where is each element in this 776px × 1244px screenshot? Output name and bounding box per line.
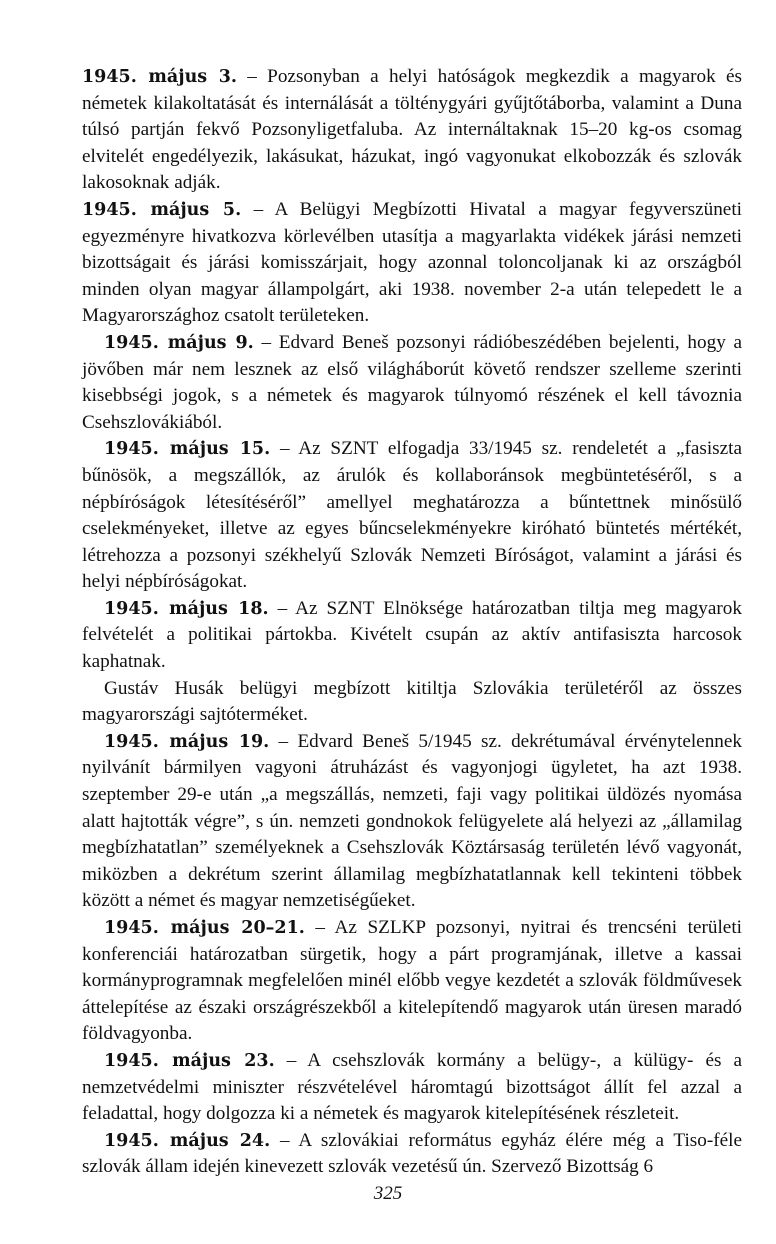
- entry-date: 1945. május 24.: [104, 1130, 271, 1151]
- entry-1945-05-05: [82, 197, 742, 330]
- entry-text: – A csehszlovák kormány a belügy-, a külügy- és a nemzetvédelmi miniszter részvételével háromtagú bizottságot állít fel azzal a feladattal, hogy dolgozza ki a németek és magyarok kitelepítésének részleteit.: [82, 1049, 742, 1125]
- entry-date: 1945. május 18.: [104, 598, 269, 619]
- entry-date: 1945. május 23.: [104, 1050, 275, 1071]
- entry-text: – A szlovákiai református egyház élére még a Tiso-féle szlovák állam idején kinevezett szlovák vezetésű ún. Szervező Bizottság 6: [82, 1129, 742, 1178]
- entry-date: 1945. május 15.: [104, 439, 271, 460]
- entry-date: 1945. május 3.: [82, 67, 237, 87]
- entry-1945-05-03: [82, 64, 742, 197]
- entry-text: – Az SZLKP pozsonyi, nyitrai és trencséni területi konferenciái határozatban sürgetik, hogy a párt programjának, illetve a kassai kormányprogramnak megfelelően minél előbb vegye kezdetét a szlovák földművesek áttelepítése az északi országrészekből a kitelepítendő magyarok után üresen maradó földvagyonba.: [82, 917, 742, 1045]
- entry-1945-05-24: [82, 1128, 742, 1181]
- entry-date: 1945. május 5.: [82, 199, 242, 220]
- entry-date: 1945. május 20–21.: [104, 918, 305, 938]
- entry-1945-05-09: [82, 330, 742, 436]
- entry-text: – A Belügyi Megbízotti Hivatal a magyar fegyverszüneti egyezményre hivatkozva körlevélben utasítja a magyarlakta vidékek járási nemzeti bizottságait és járási komisszárjait, hogy azonnal toloncoljanak ki az országból minden olyan magyar állampolgárt, aki 1938. november 2-a után telepedett le a Magyarországhoz csatolt területeken.: [82, 198, 742, 327]
- entry-1945-05-18: [82, 596, 742, 676]
- entry-text: – Az SZNT Elnöksége határozatban tiltja meg magyarok felvételét a politikai pártokba. Kivételt csupán az aktív antifasiszta harcosok kaphatnak.: [82, 597, 742, 673]
- entry-1945-05-23: [82, 1048, 742, 1128]
- entry-text: – Edvard Beneš 5/1945 sz. dekrétumával érvénytelennek nyilvánít bármilyen vagyoni átruházást és vagyonjogi ügyletet, ha azt 1938. szeptember 29-e után „a megszállás, nemzeti, faji vagy politikai üldözés nyomása alatt hajtották végre”, s ún. nemzeti gondnokok felügyelete alá helyezi az „államilag megbízhatatlan” személyeknek a Csehszlovák Köztársaság területén lévő vagyonát, miközben a dekrétum szerint államilag megbízhatatlannak kell tekinteni többek között a német és magyar nemzetiségűeket.: [82, 730, 742, 912]
- entry-date: 1945. május 9.: [104, 332, 254, 353]
- page-number: 325: [373, 1183, 403, 1204]
- entry-text: Gustáv Husák belügyi megbízott kitiltja Szlovákia területéről az összes magyarországi sajtóterméket.: [82, 677, 742, 726]
- entry-text: – Edvard Beneš pozsonyi rádióbeszédében bejelenti, hogy a jövőben már nem lesznek az első világháborút követő rendszer szelleme szerinti kisebbségi jogok, s a németek és magyarok túlnyomó részének el kell távoznia Csehszlovákiából.: [82, 331, 742, 433]
- entry-1945-05-20-21: [82, 915, 742, 1048]
- entry-date: 1945. május 19.: [104, 731, 270, 752]
- entry-husak: [82, 676, 742, 729]
- entry-text: – Pozsonyban a helyi hatóságok megkezdik a magyarok és németek kilakoltatását és internálását a tölténygyári gyűjtőtáborba, valamint a Duna túlsó partján fekvő Pozsonyligetfaluba. Az internáltaknak 15–20 kg-os csomag elvitelét engedélyezik, lakásukat, házukat, ingó vagyonukat elkobozzák és szlovák lakosoknak adják.: [82, 66, 742, 194]
- document-body: [82, 64, 742, 1181]
- entry-1945-05-19: [82, 729, 742, 915]
- entry-text: – Az SZNT elfogadja 33/1945 sz. rendeletét a „fasiszta bűnösök, a megszállók, az árulók és kollaboránsok megbüntetéséről, s a népbíróságok létesítéséről” amellyel meghatározza a bűntettnek minősülő cselekményeket, illetve az egyes bűncselekményekre kiróható büntetés mértékét, létrehozza a pozsonyi székhelyű Szlovák Nemzeti Bíróságot, valamint a járási és helyi népbíróságokat.: [82, 438, 742, 593]
- entry-1945-05-15: [82, 436, 742, 596]
